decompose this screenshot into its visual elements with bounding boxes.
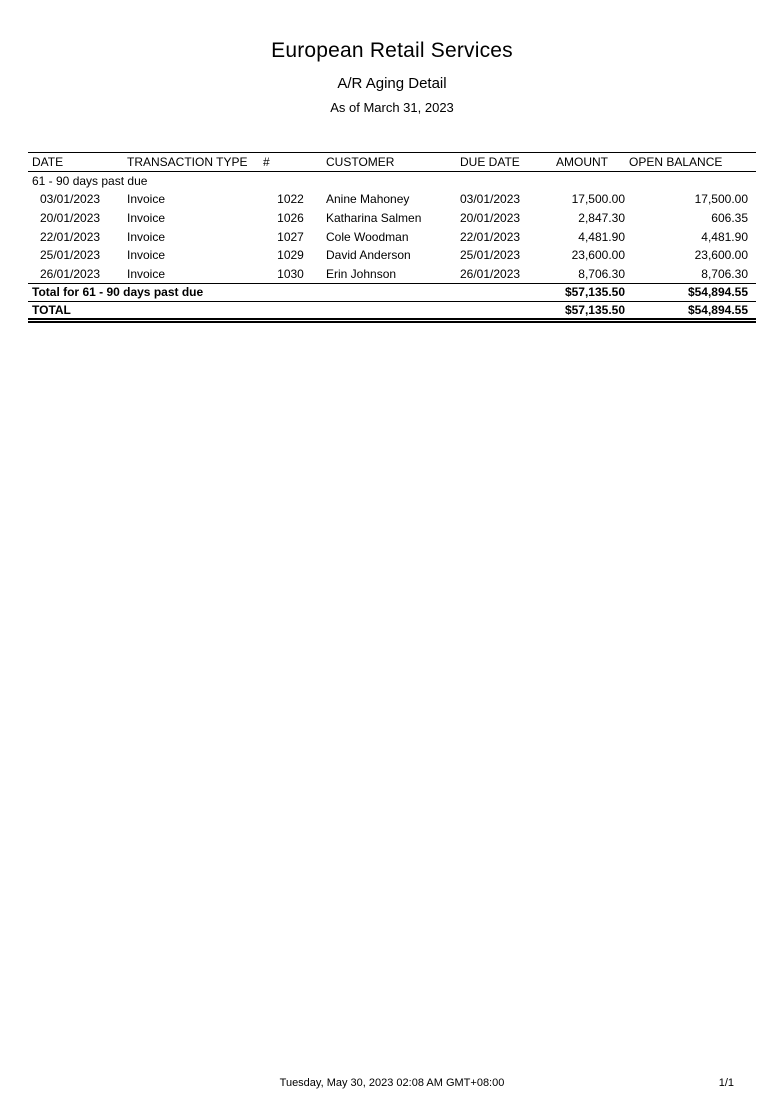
cell-due-date: 26/01/2023 — [460, 266, 521, 281]
table-row — [28, 264, 756, 283]
column-header-amount: AMOUNT — [556, 155, 608, 169]
column-header-number: # — [263, 155, 270, 169]
table-row — [28, 227, 756, 246]
cell-open-balance: 17,500.00 — [694, 192, 748, 207]
cell-number: 1030 — [277, 266, 304, 281]
aging-detail-table — [28, 152, 756, 323]
column-header-due-date: DUE DATE — [460, 155, 520, 169]
column-header-customer: CUSTOMER — [326, 155, 395, 169]
cell-customer: Erin Johnson — [326, 266, 397, 281]
cell-transaction-type: Invoice — [127, 229, 166, 244]
group-total-label: Total for 61 - 90 days past due — [32, 285, 204, 300]
cell-amount: 8,706.30 — [578, 266, 625, 281]
cell-number: 1022 — [277, 192, 304, 207]
report-header — [0, 0, 784, 115]
group-total-amount: $57,135.50 — [564, 285, 625, 300]
report-title: A/R Aging Detail — [337, 75, 447, 92]
cell-date: 25/01/2023 — [40, 248, 101, 263]
table-header — [28, 153, 756, 172]
table-body — [28, 172, 756, 321]
table-row — [28, 190, 756, 209]
column-header-open-balance: OPEN BALANCE — [629, 155, 723, 169]
grand-total-label: TOTAL — [32, 302, 71, 317]
footer-page-number: 1/1 — [718, 1077, 734, 1089]
grand-total-row — [28, 302, 756, 321]
cell-date: 20/01/2023 — [40, 210, 101, 225]
group-total-row — [28, 283, 756, 302]
cell-date: 22/01/2023 — [40, 229, 101, 244]
grand-total-amount: $57,135.50 — [564, 302, 625, 317]
cell-due-date: 20/01/2023 — [460, 210, 521, 225]
cell-transaction-type: Invoice — [127, 266, 166, 281]
grand-total-open-balance: $54,894.55 — [687, 302, 748, 317]
cell-customer: David Anderson — [326, 248, 411, 263]
cell-number: 1027 — [277, 229, 304, 244]
cell-amount: 2,847.30 — [578, 210, 625, 225]
table-header-row — [28, 153, 756, 172]
cell-due-date: 22/01/2023 — [460, 229, 521, 244]
cell-open-balance: 4,481.90 — [701, 229, 748, 244]
aging-group-label: 61 - 90 days past due — [32, 174, 148, 189]
cell-date: 26/01/2023 — [40, 266, 101, 281]
cell-open-balance: 606.35 — [711, 210, 748, 225]
group-total-open-balance: $54,894.55 — [687, 285, 748, 300]
column-header-transaction-type: TRANSACTION TYPE — [127, 155, 248, 169]
cell-customer: Katharina Salmen — [326, 210, 422, 225]
column-header-date: DATE — [32, 155, 64, 169]
cell-transaction-type: Invoice — [127, 192, 166, 207]
cell-date: 03/01/2023 — [40, 192, 101, 207]
cell-open-balance: 8,706.30 — [701, 266, 748, 281]
table-row — [28, 209, 756, 228]
report-footer — [0, 1077, 784, 1090]
cell-due-date: 03/01/2023 — [460, 192, 521, 207]
cell-number: 1026 — [277, 210, 304, 225]
cell-open-balance: 23,600.00 — [694, 248, 748, 263]
cell-number: 1029 — [277, 248, 304, 263]
cell-due-date: 25/01/2023 — [460, 248, 521, 263]
cell-transaction-type: Invoice — [127, 210, 166, 225]
cell-amount: 4,481.90 — [578, 229, 625, 244]
footer-timestamp: Tuesday, May 30, 2023 02:08 AM GMT+08:00 — [279, 1077, 505, 1089]
table-row — [28, 246, 756, 265]
report-date: As of March 31, 2023 — [330, 100, 454, 115]
company-name: European Retail Services — [271, 39, 513, 62]
cell-amount: 23,600.00 — [571, 248, 625, 263]
aging-group-header-row — [28, 172, 756, 191]
cell-transaction-type: Invoice — [127, 248, 166, 263]
cell-amount: 17,500.00 — [571, 192, 625, 207]
cell-customer: Anine Mahoney — [326, 192, 410, 207]
cell-customer: Cole Woodman — [326, 229, 409, 244]
